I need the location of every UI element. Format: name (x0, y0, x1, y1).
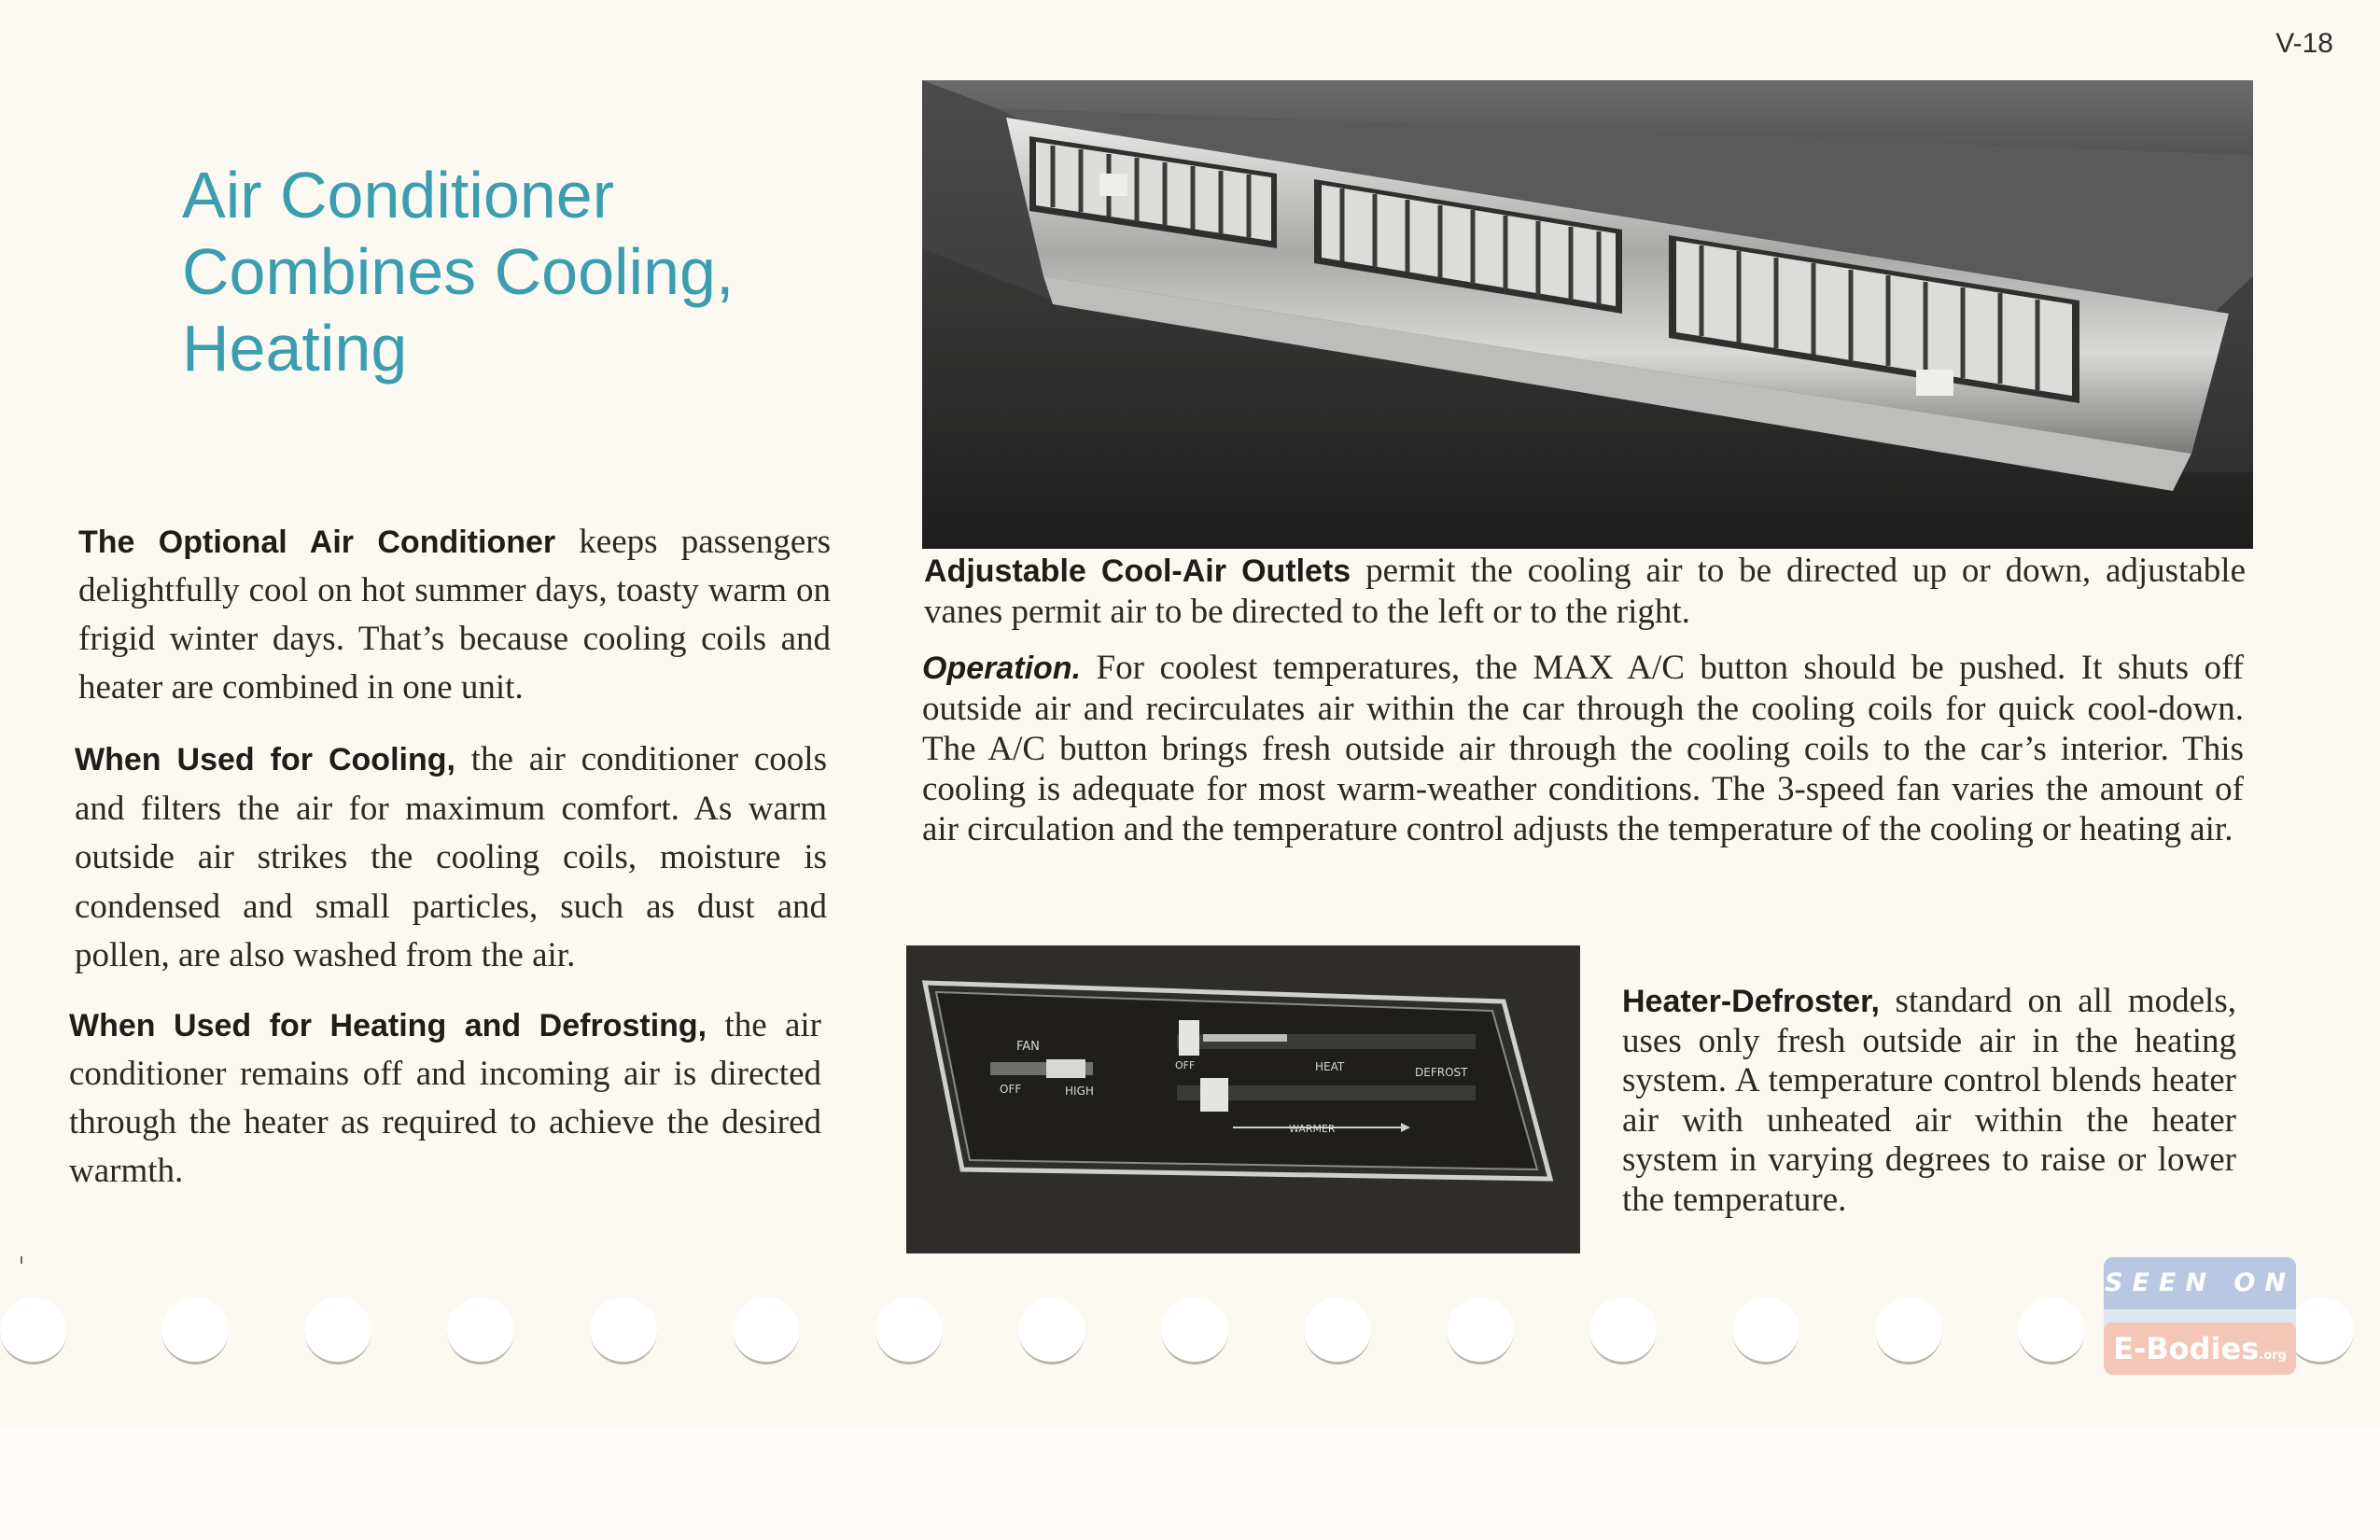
margin-mark (21, 1256, 22, 1264)
page-lower-margin (0, 1426, 2380, 1540)
binder-holes (0, 1297, 2380, 1400)
paragraph-cooling (75, 735, 827, 981)
binder-hole (304, 1297, 371, 1365)
paragraph-text: standard on all models, uses only fresh outside air in the heating system. A temperature control blends heater air with unheated air within the heater system in varying degrees to raise or lower the temperature. (1622, 982, 2236, 1219)
binder-hole (1589, 1297, 1657, 1365)
defrost-label: DEFROST (1415, 1066, 1468, 1079)
heat-label: HEAT (1315, 1060, 1345, 1073)
section-title-line-1: Air Conditioner (182, 159, 614, 231)
paragraph-lead: Adjustable Cool-Air Outlets (924, 553, 1351, 589)
paragraph-text: For coolest temperatures, the MAX A/C button should be pushed. It shuts off outside air and recirculates air within the car through the cooling coils for quick cool-down. The A/C button brings fresh outside air through the cooling coils to the car’s interior. This cooling is adequate for most warm-weather conditions. The 3-speed fan varies the amount of air circulation and the temperature control adjusts the temperature of the cooling or heating air. (922, 649, 2244, 848)
paragraph-lead: Operation. (922, 651, 1082, 686)
high-label: HIGH (1065, 1085, 1094, 1098)
watermark-bottom (2104, 1323, 2296, 1375)
watermark-site-suffix: .org (2259, 1349, 2287, 1363)
binder-hole (2018, 1297, 2085, 1365)
paragraph-text: the air conditioner remains off and incoming air is directed through the heater as required to achieve the desired warmth. (69, 1006, 821, 1190)
binder-hole (1018, 1297, 1085, 1365)
paragraph-heating-defrosting (69, 1001, 821, 1196)
section-title (182, 157, 835, 386)
off-lever-label: OFF (1175, 1059, 1196, 1071)
fan-label: FAN (1016, 1040, 1040, 1054)
binder-hole (1875, 1297, 1942, 1365)
binder-hole (590, 1297, 657, 1365)
warmer-label: WARMER (1289, 1123, 1336, 1135)
paragraph-lead: The Optional Air Conditioner (78, 525, 556, 560)
binder-hole (2287, 1297, 2354, 1365)
paragraph-lead: When Used for Cooling, (75, 742, 455, 777)
binder-hole (161, 1297, 229, 1365)
binder-hole (1732, 1297, 1799, 1365)
watermark-site-name: E-Bodies (2113, 1331, 2260, 1366)
paragraph-operation (922, 648, 2244, 849)
photo-cool-air-outlets (922, 80, 2253, 549)
paragraph-optional-air-conditioner (78, 518, 831, 712)
watermark-top-text: SEEN ON (2104, 1257, 2296, 1309)
binder-hole (1304, 1297, 1371, 1365)
binder-hole (0, 1297, 67, 1365)
control-panel-illustration (906, 945, 1580, 1253)
section-title-line-3: Heating (182, 312, 408, 385)
binder-hole (1161, 1297, 1228, 1365)
photo-heater-control-panel (906, 945, 1580, 1253)
paragraph-text: keeps passengers delightfully cool on hot summer days, toasty warm on frigid winter days. That’s because cooling coils and heater are combined in one unit. (78, 523, 832, 707)
paragraph-heater-defroster (1622, 982, 2236, 1220)
binder-hole (447, 1297, 514, 1365)
binder-hole (875, 1297, 943, 1365)
vents-photo-illustration (922, 80, 2253, 549)
binder-hole (1447, 1297, 1514, 1365)
page-number: V-18 (2275, 28, 2333, 59)
off-label: OFF (1000, 1083, 1022, 1096)
paragraph-lead: When Used for Heating and Defrosting, (69, 1008, 707, 1043)
paragraph-text: the air conditioner cools and filters the air for maximum comfort. As warm outside air strikes the cooling coils, moisture is condensed and small particles, such as dust and pollen, are also washed from the air. (75, 740, 827, 974)
paragraph-lead: Heater-Defroster, (1622, 984, 1880, 1019)
watermark-badge (2104, 1257, 2296, 1375)
paragraph-text: permit the cooling air to be directed up or down, adjustable vanes permit air to be directed to the left or to the right. (924, 552, 2246, 631)
binder-hole (733, 1297, 800, 1365)
section-title-line-2: Combines Cooling, (182, 235, 735, 308)
paragraph-cool-air-outlets (924, 551, 2246, 633)
